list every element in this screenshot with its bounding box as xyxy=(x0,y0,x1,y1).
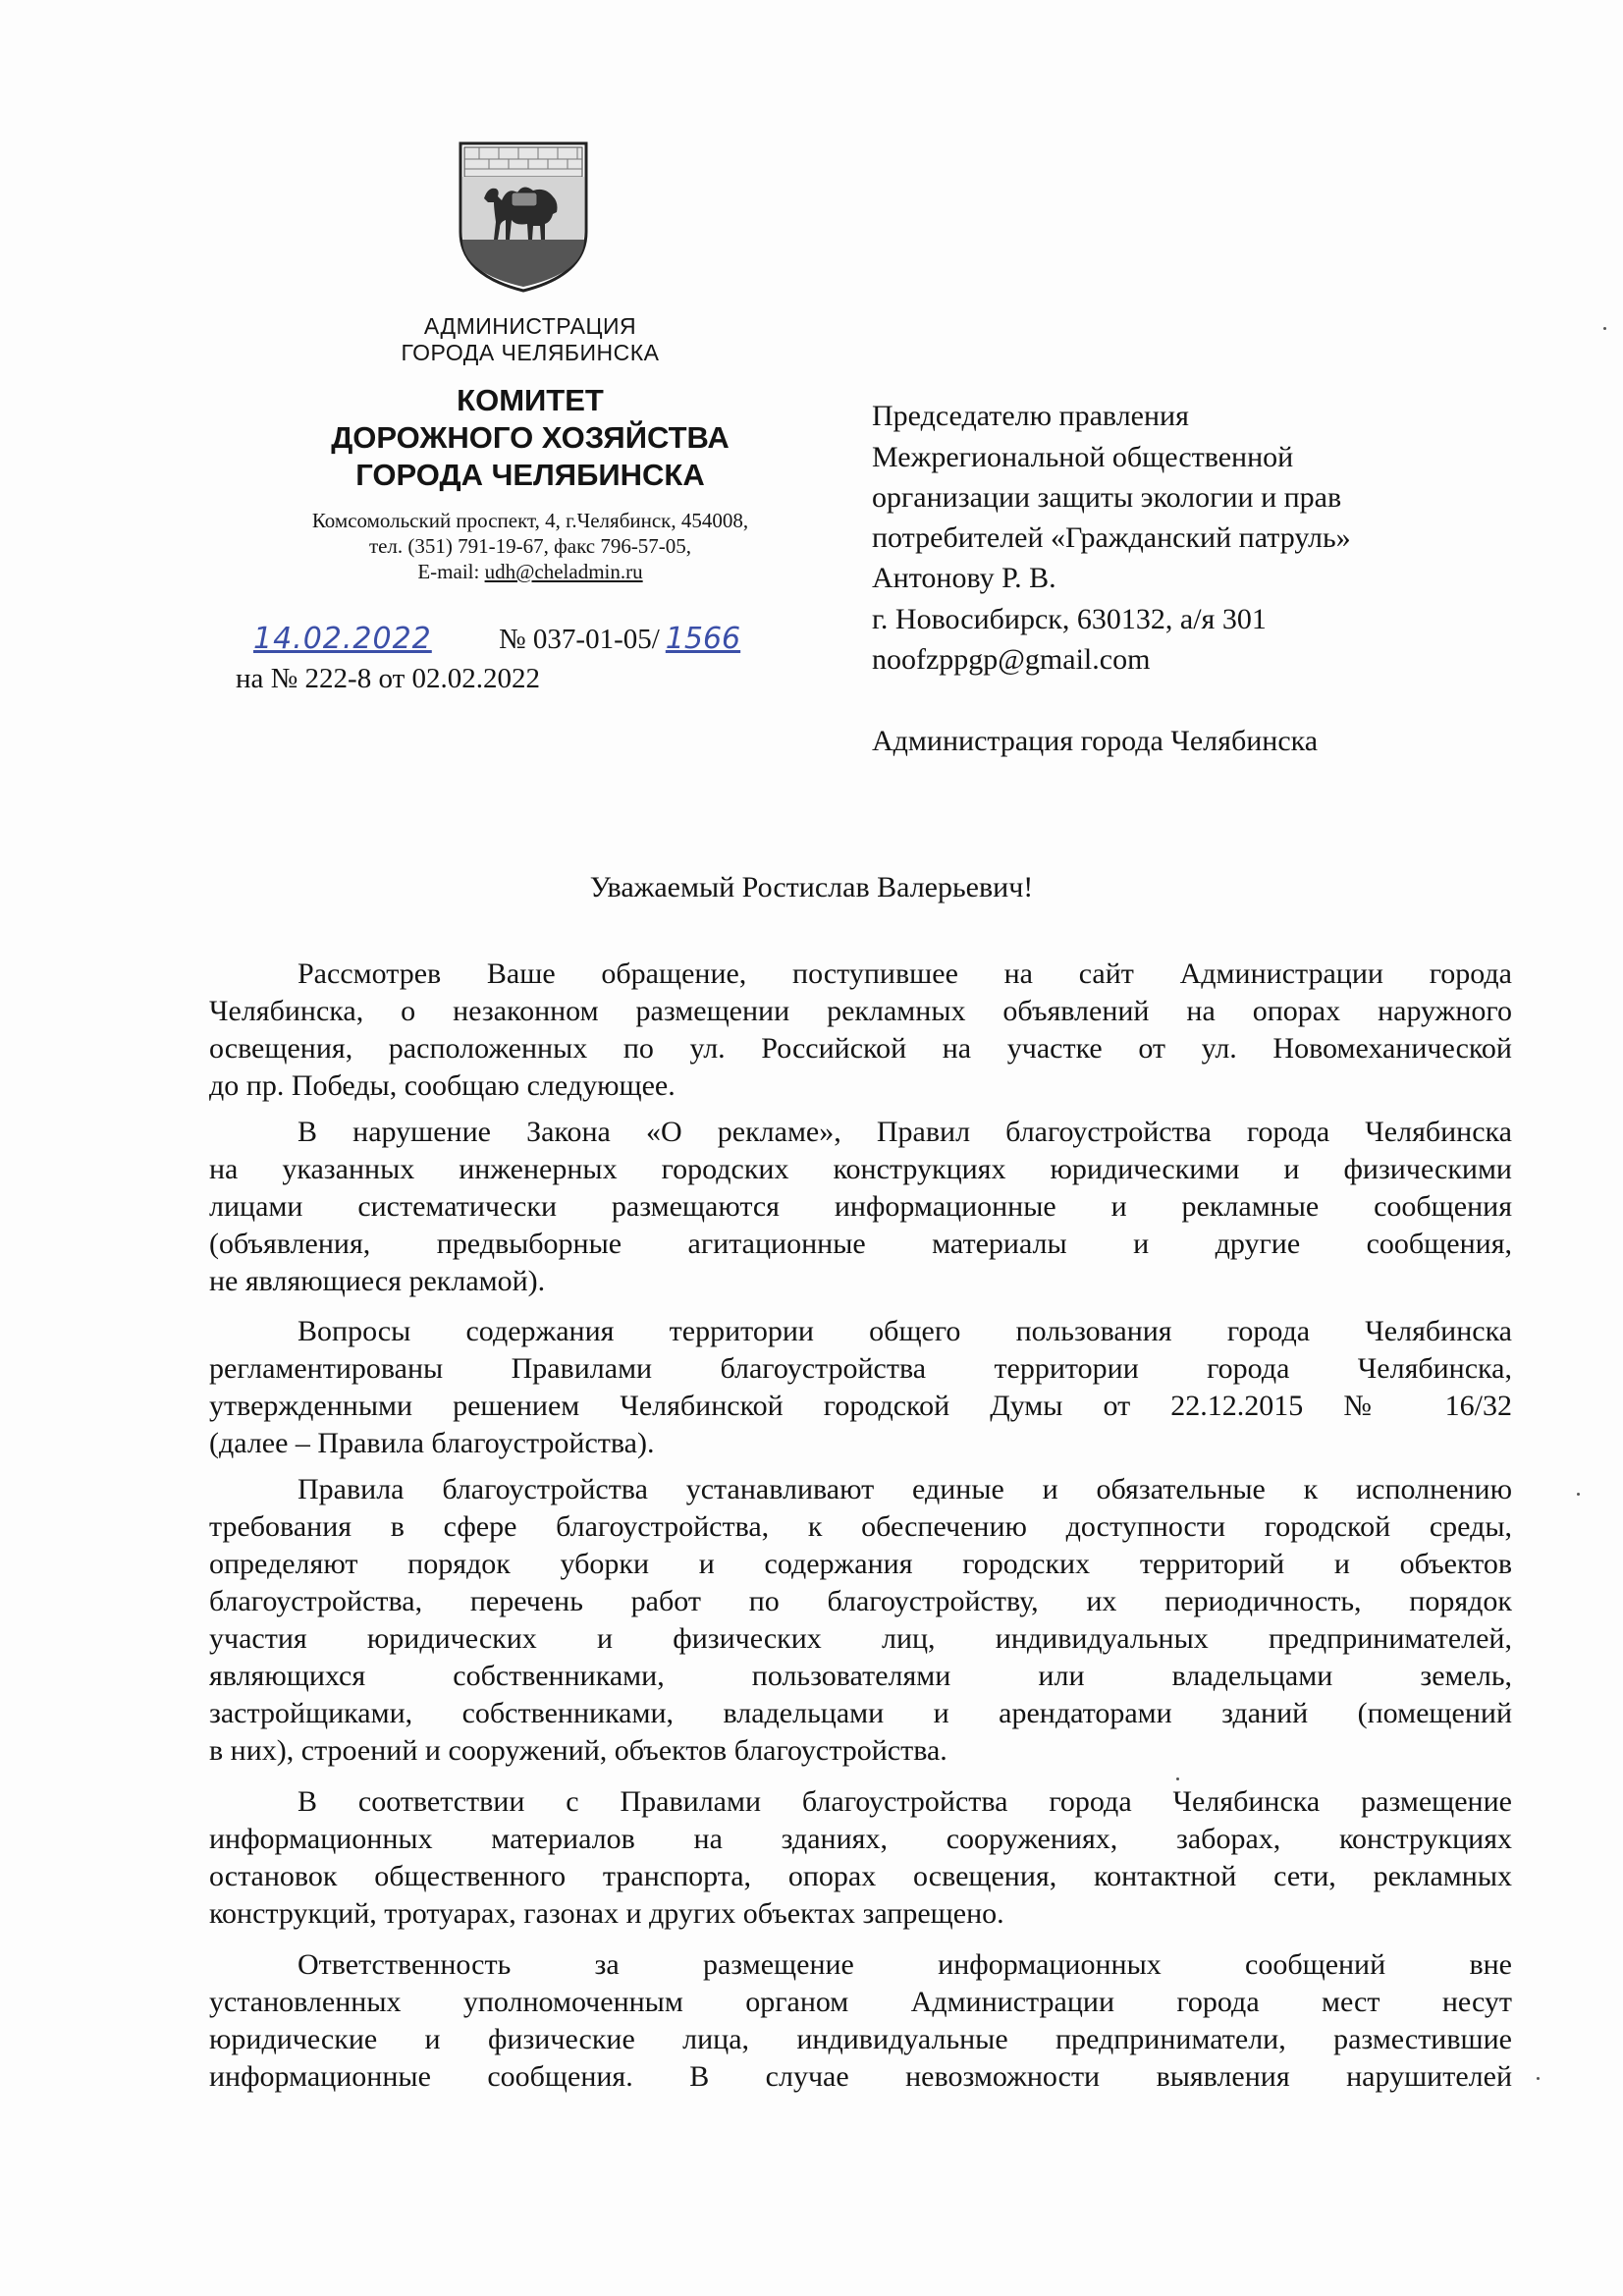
addressee-email: noofzppgp@gmail.com xyxy=(872,643,1151,676)
copy-recipient: Администрация города Челябинска xyxy=(872,725,1319,757)
handwritten-date: 14.02.2022 xyxy=(253,622,432,656)
paragraph-1-line: до пр. Победы, сообщаю следующее. xyxy=(209,1069,676,1102)
paragraph-3-line: Вопросы содержания территории общего пользования города Челябинска xyxy=(298,1315,1512,1347)
addressee-line: Межрегиональной общественной xyxy=(872,441,1294,473)
committee-title-line-1: КОМИТЕТ xyxy=(457,383,604,417)
reply-reference: на № 222-8 от 02.02.2022 xyxy=(236,663,541,694)
paragraph-5-line: конструкций, тротуарах, газонах и других объектах запрещено. xyxy=(209,1897,1004,1930)
administration-line-2: ГОРОДА ЧЕЛЯБИНСКА xyxy=(401,340,660,365)
paragraph-1-line: освещения, расположенных по ул. Российской на участке от ул. Новомеханической xyxy=(209,1032,1512,1065)
chelyabinsk-coat-of-arms-icon xyxy=(455,137,592,295)
paragraph-6-line: юридические и физические лица, индивидуальные предприниматели, разместившие xyxy=(209,2023,1512,2055)
paragraph-4-line: в них), строений и сооружений, объектов благоустройства. xyxy=(209,1734,947,1767)
addressee-line: потребителей «Гражданский патруль» xyxy=(872,521,1351,554)
addressee-name: Антонову Р. В. xyxy=(872,562,1056,594)
administration-line-1: АДМИНИСТРАЦИЯ xyxy=(423,313,637,339)
scan-speck xyxy=(1603,327,1606,330)
paragraph-3-line: регламентированы Правилами благоустройства территории города Челябинска, xyxy=(209,1352,1512,1385)
committee-email-line xyxy=(226,560,835,584)
paragraph-6-line: установленных уполномоченным органом Администрации города мест несут xyxy=(209,1986,1512,2018)
paragraph-4-line: участия юридических и физических лиц, индивидуальных предпринимателей, xyxy=(209,1622,1512,1655)
paragraph-4-line: требования в сфере благоустройства, к обеспечению доступности городской среды, xyxy=(209,1510,1512,1543)
committee-address: Комсомольский проспект, 4, г.Челябинск, 454008, xyxy=(311,509,749,532)
scan-speck xyxy=(1176,1777,1179,1780)
paragraph-4-line: застройщиками, собственниками, владельцами и арендаторами зданий (помещений xyxy=(209,1697,1512,1729)
paragraph-3-line: утвержденными решением Челябинской городской Думы от 22.12.2015 № 16/32 xyxy=(209,1390,1512,1422)
scan-speck xyxy=(1577,1493,1580,1496)
paragraph-6-line: Ответственность за размещение информационных сообщений вне xyxy=(298,1948,1512,1981)
email-label: E-mail: xyxy=(417,560,485,583)
paragraph-5-line: В соответствии с Правилами благоустройства города Челябинска размещение xyxy=(298,1785,1512,1818)
scan-speck xyxy=(1537,2077,1540,2080)
paragraph-5-line: остановок общественного транспорта, опорах освещения, контактной сети, рекламных xyxy=(209,1860,1512,1892)
paragraph-5-line: информационных материалов на зданиях, сооружениях, заборах, конструкциях xyxy=(209,1823,1512,1855)
salutation: Уважаемый Ростислав Валерьевич! xyxy=(589,871,1034,903)
paragraph-2-line: на указанных инженерных городских конструкциях юридическими и физическими xyxy=(209,1153,1512,1185)
committee-email[interactable]: udh@cheladmin.ru xyxy=(484,560,643,583)
paragraph-6-line: информационные сообщения. В случае невозможности выявления нарушителей xyxy=(209,2060,1512,2093)
paragraph-4-line: являющихся собственниками, пользователями или владельцами земель, xyxy=(209,1660,1512,1692)
paragraph-4-line: определяют порядок уборки и содержания городских территорий и объектов xyxy=(209,1548,1512,1580)
paragraph-1-line: Челябинска, о незаконном размещении рекламных объявлений на опорах наружного xyxy=(209,995,1512,1027)
paragraph-2-line: не являющиеся рекламой). xyxy=(209,1265,546,1297)
committee-phones: тел. (351) 791-19-67, факс 796-57-05, xyxy=(368,534,692,558)
committee-title-line-3: ГОРОДА ЧЕЛЯБИНСКА xyxy=(355,458,705,492)
paragraph-4-line: благоустройства, перечень работ по благоустройству, их периодичность, порядок xyxy=(209,1585,1512,1617)
committee-title-line-2: ДОРОЖНОГО ХОЗЯЙСТВА xyxy=(331,420,730,455)
paragraph-4-line: Правила благоустройства устанавливают единые и обязательные к исполнению xyxy=(298,1473,1512,1505)
addressee-line: Председателю правления xyxy=(872,400,1189,432)
addressee-postal-address: г. Новосибирск, 630132, а/я 301 xyxy=(872,603,1267,635)
handwritten-number: 1566 xyxy=(665,622,741,656)
paragraph-2-line: (объявления, предвыборные агитационные материалы и другие сообщения, xyxy=(209,1228,1512,1260)
outgoing-reference xyxy=(236,623,740,656)
paragraph-1-line: Рассмотрев Ваше обращение, поступившее на сайт Администрации города xyxy=(298,957,1512,990)
addressee-line: организации защиты экологии и прав xyxy=(872,481,1342,514)
paragraph-2-line: В нарушение Закона «О рекламе», Правил благоустройства города Челябинска xyxy=(298,1116,1512,1148)
paragraph-2-line: лицами систематически размещаются информационные и рекламные сообщения xyxy=(209,1190,1512,1223)
reference-number-prefix: № 037-01-05/ xyxy=(499,624,660,655)
paragraph-3-line: (далее – Правила благоустройства). xyxy=(209,1427,655,1459)
